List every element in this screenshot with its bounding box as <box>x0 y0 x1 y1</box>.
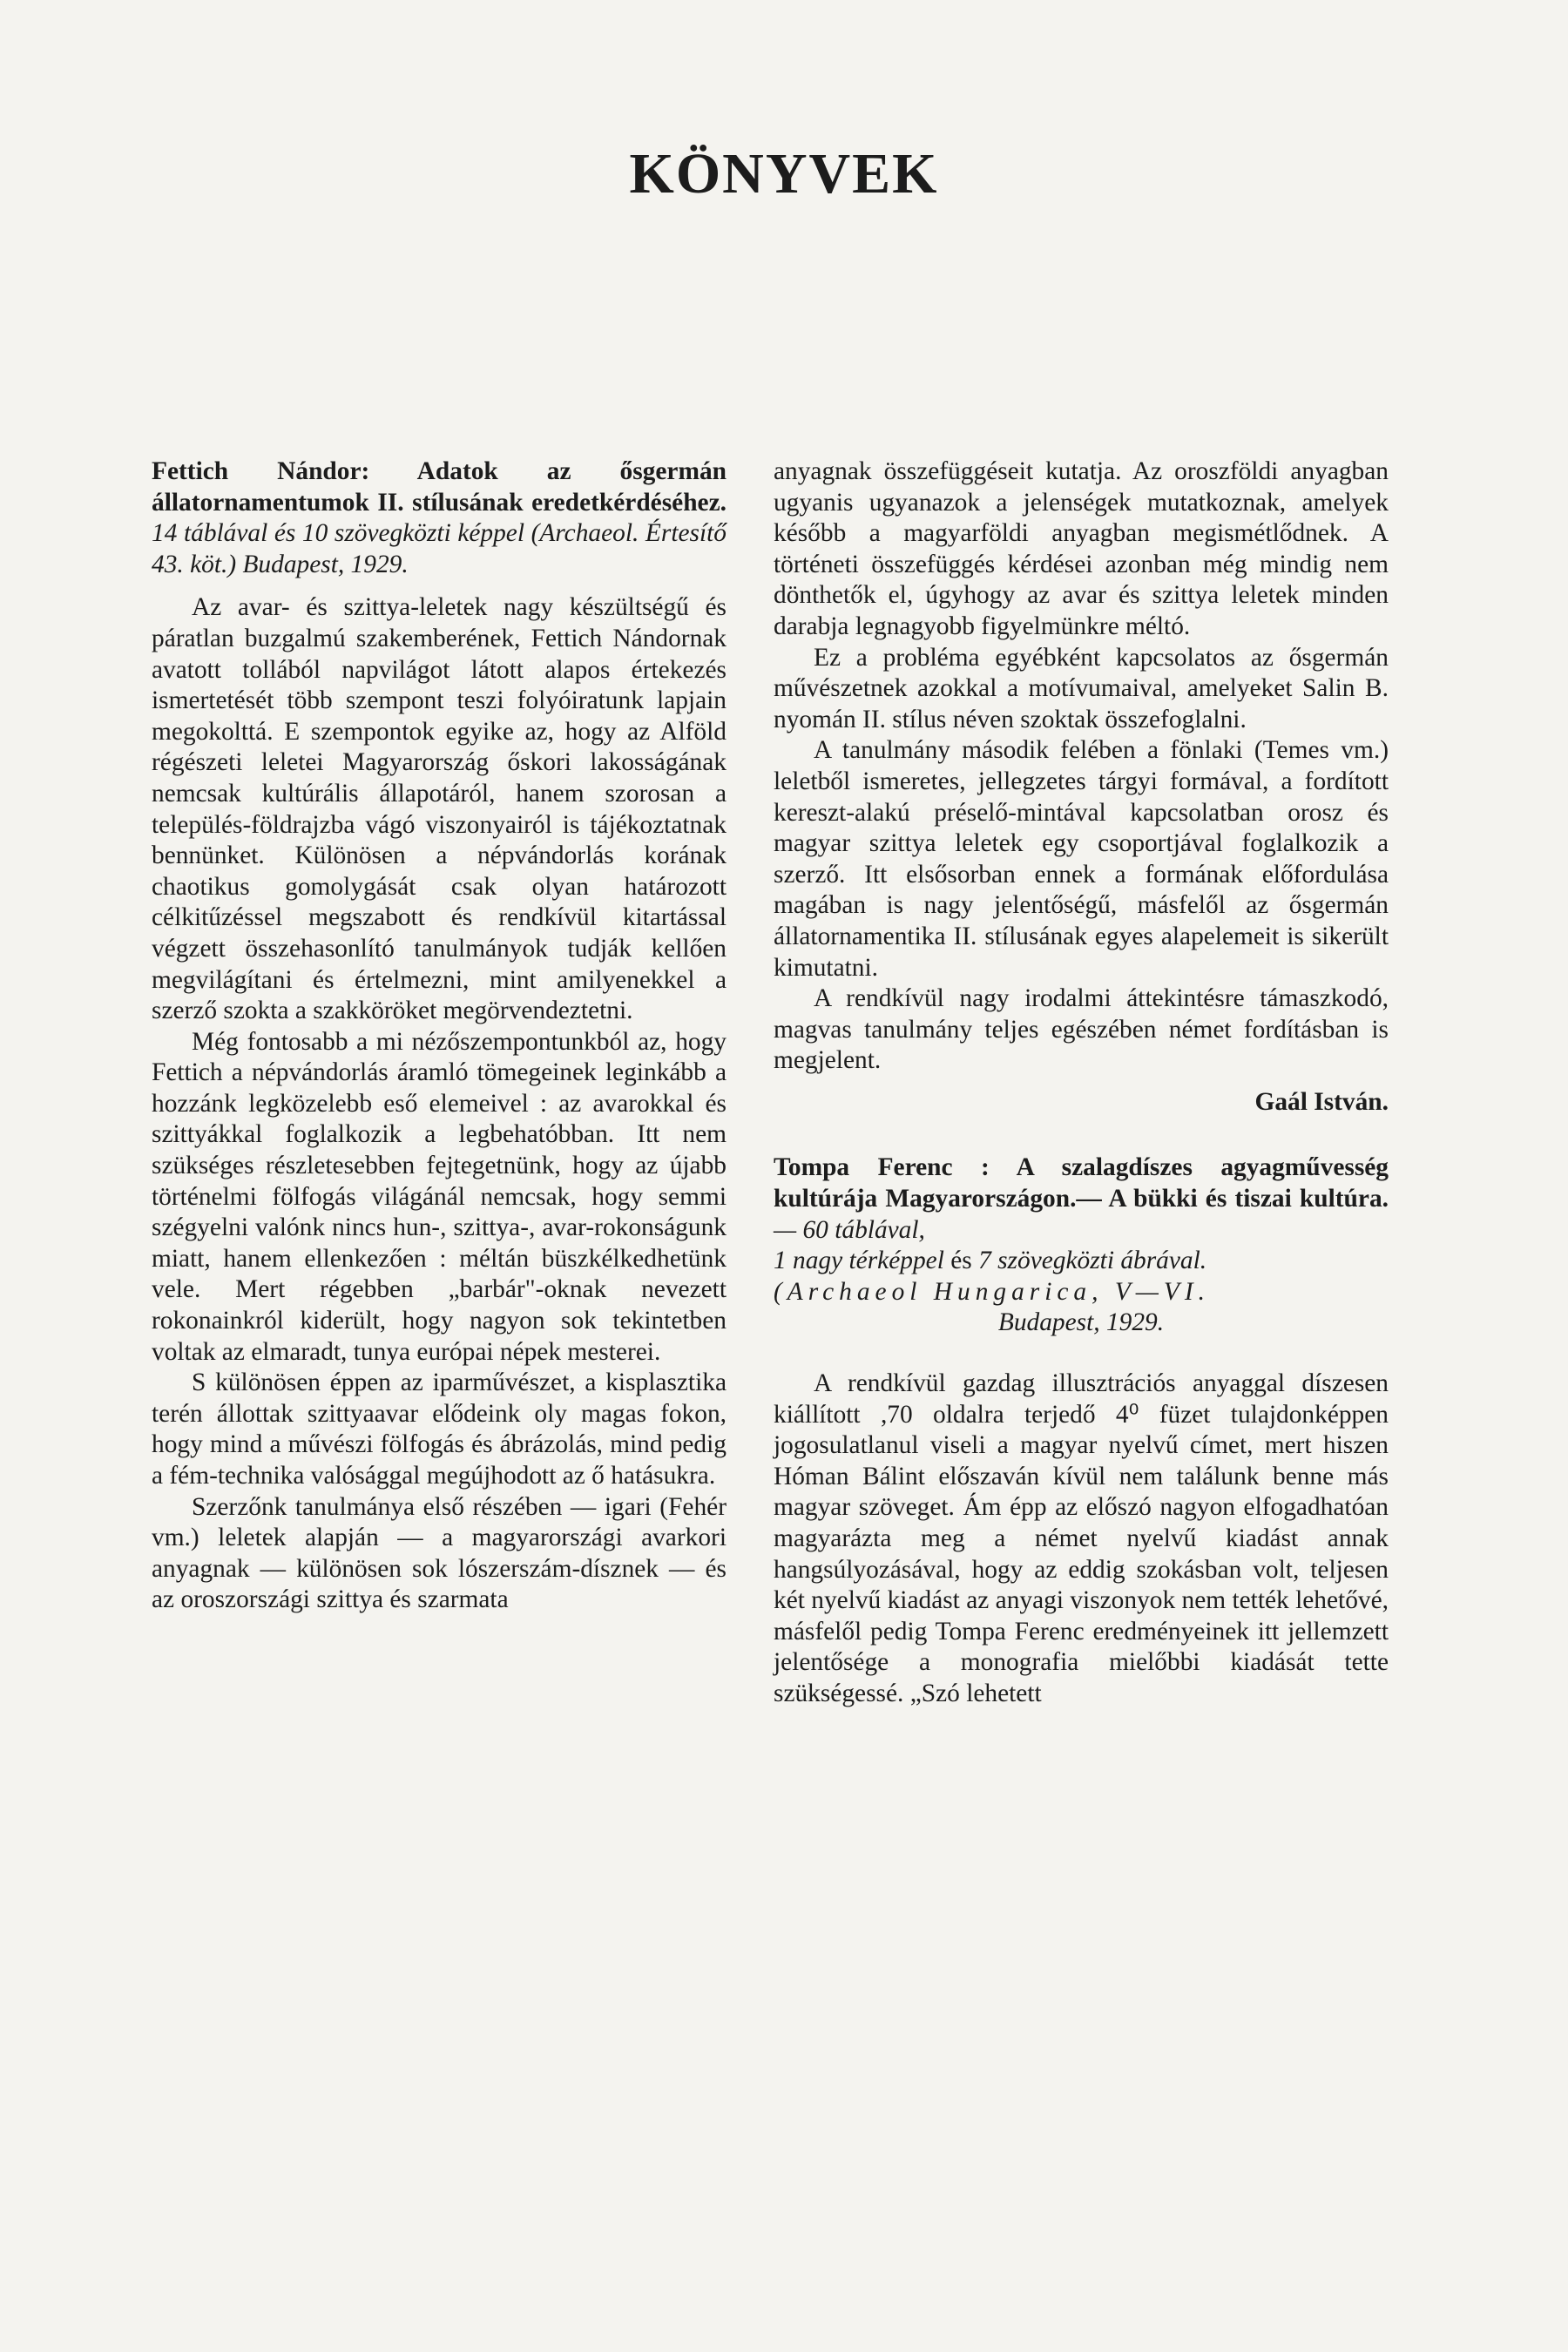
review1-paragraph: A rendkívül nagy irodalmi áttekintésre támaszkodó, magvas tanulmány teljes egészében német fordításban is megjelent. <box>774 984 1389 1075</box>
review1-heading-details: 14 táblával és 10 szövegközti képpel (Archaeol. Értesítő 43. köt.) Budapest, 1929. <box>152 519 727 578</box>
review2-heading-title: Tompa Ferenc : A szalagdíszes agyagművesség kultúrája Magyarországon.— A bükki és tiszai kultúra. <box>774 1153 1389 1213</box>
right-column <box>774 456 1389 1710</box>
review1-paragraph-part-right: anyagnak összefüggéseit kutatja. Az oroszföldi anyagban ugyanis ugyanazok a jelenségek mutatkoznak, amelyek később a magyarföldi anyagban megismétlődnek. A történeti összefüggés kérdései azonban még mindig nem dönthetők el, úgyhogy az avar és szittya leletek minden darabja legnagyobb figyelmünkre méltó. <box>774 457 1389 640</box>
review2-heading-plain: és <box>950 1247 972 1275</box>
left-column <box>152 456 727 1616</box>
review2-heading-italic-1: — 60 táblával, <box>774 1215 925 1244</box>
review2-heading <box>774 1152 1389 1339</box>
review1-paragraph-part-left: Szerzőnk tanulmánya első részében — igari (Fehér vm.) leletek alapján — a magyarországi avarkori anyagnak — különösen sok lószerszám-dísznek — és az oroszországi szittya és szarmata <box>152 1492 727 1614</box>
review2-heading-italic-3: 7 szövegközti ábrával. <box>978 1247 1207 1275</box>
review1-heading <box>152 456 727 580</box>
review1-heading-title: Fettich Nándor: Adatok az ősgermán állatornamentumok II. stílusának eredetkérdéséhez. <box>152 457 727 517</box>
review2-paragraph: A rendkívül gazdag illusztrációs anyaggal díszesen kiállított ,70 oldalra terjedő 4⁰ füzet tulajdonképpen jogosulatlanul viseli a magyar nyelvű címet, mert hiszen Hóman Bálint előszaván kívül nem találunk benne más magyar szöveget. Ám épp az előszó nagyon elfogadhatóan magyarázta meg a német nyelvű kiadást annak hangsúlyozásával, hogy az eddig szokásban volt, teljesen két nyelvű kiadást az anyagi viszonyok nem tették lehetővé, másfelől pedig Tompa Ferenc eredményeinek itt jellemzett jelentősége a monografia mielőbbi kiadását tette szükségessé. „Szó lehetett <box>774 1369 1389 1707</box>
review2-heading-italic-4: (Archaeol Hungarica, V—VI. <box>774 1277 1210 1306</box>
review1-paragraph: S különösen éppen az iparművészet, a kisplasztika terén állottak szittyaavar elődeink oly magas fokon, hogy mind a művészi fölfogás és ábrázolás, mind pedig a fém-technika valósággal megújhodott az ő hatásukra. <box>152 1369 727 1490</box>
review1-paragraph: Ez a probléma egyébként kapcsolatos az ősgermán művészetnek azokkal a motívumaival, amelyeket Salin B. nyomán II. stílus néven szoktak összefoglalni. <box>774 643 1389 733</box>
review2-heading-italic-5: Budapest, 1929. <box>997 1308 1165 1337</box>
review2-heading-italic-2: 1 nagy térképpel <box>774 1247 944 1275</box>
review1-paragraph: A tanulmány második felében a fönlaki (Temes vm.) leletből ismeretes, jellegzetes tárgyi formával, a fordított kereszt-alakú préselő-mintával kapcsolatban orosz és magyar szittya leletek egy csoportjával foglalkozik a szerző. Itt elsősorban ennek a formának előfordulása magában is nagy jelentőségű, másfelől az ősgermán állatornamentika II. stílusának egyes alapelemeit is sikerült kimutatni. <box>774 736 1389 982</box>
review1-paragraph: Az avar- és szittya-leletek nagy készültségű és páratlan buzgalmú szakemberének, Fettich Nándornak avatott tollából napvilágot látott alapos értekezés ismertetését több szempont teszi folyóiratunk lapjain megokolttá. E szempontok egyike az, hogy az Alföld régészeti leletei Magyarország őskori lakosságának nemcsak kultúrális állapotáról, hanem szorosan a település-földrajzba vágó viszonyairól is tájékoztatnak bennünket. Különösen a népvándorlás korának chaotikus gomolygását csak olyan határozott célkitűzéssel megszabott és rendkívül kitartással végzett összehasonlító tanulmányok tudják kellően megvilágítani és értelmezni, mint amilyenekkel a szerző szokta a szakköröket megörvendeztetni. <box>152 593 727 1025</box>
review1-signature: Gaál István. <box>1254 1087 1389 1116</box>
review1-paragraph: Még fontosabb a mi nézőszempontunkból az, hogy Fettich a népvándorlás áramló tömegeinek leginkább a hozzánk legközelebb eső elemeivel : az avarokkal és szittyákkal foglalkozik a legbehatóbban. Itt nem szükséges részletesebben fejtegetnünk, hogy az újabb történelmi fölfogás világánál nemcsak, hogy semmi szégyelni valónk nincs hun-, szittya-, avar-rokonságunk miatt, hanem ellenkezően : méltán büszkélkedhetünk vele. Mert régebben „barbár"-oknak nevezett rokonainkról kiderült, hogy nagyon sok tekintetben voltak az elmaradt, tunya európai népek mesterei. <box>152 1027 727 1366</box>
page-title: KÖNYVEK <box>629 142 939 206</box>
